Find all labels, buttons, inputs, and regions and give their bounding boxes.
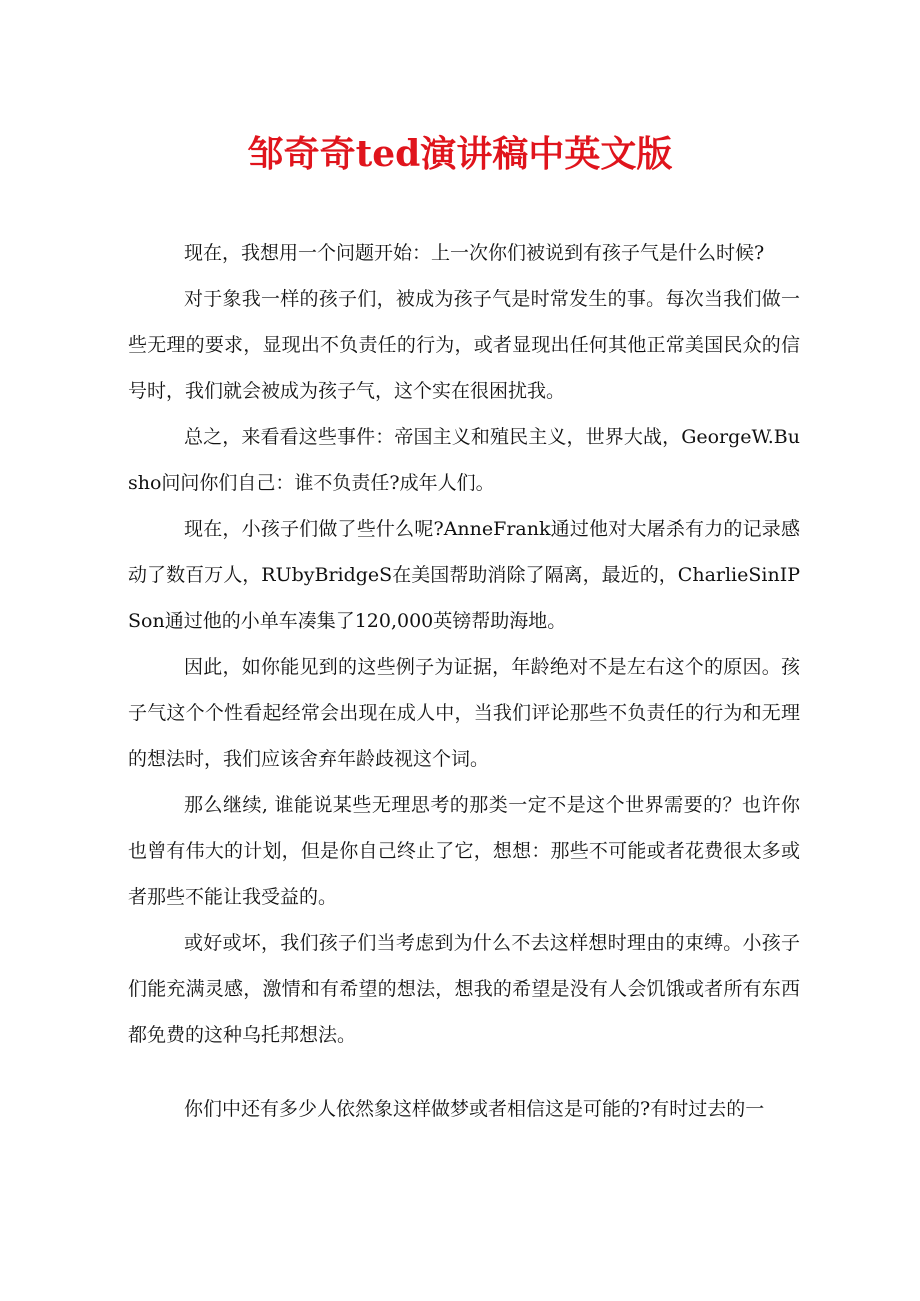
paragraph-6: 那么继续, 谁能说某些无理思考的那类一定不是这个世界需要的？也许你也曾有伟大的计划，但是你自己终止了它，想想：那些不可能或者花费很太多或者那些不能让我受益的。 [128, 794, 800, 908]
paragraph-7: 或好或坏，我们孩子们当考虑到为什么不去这样想时理由的束缚。小孩子们能充满灵感，激情和有希望的想法，想我的希望是没有人会饥饿或者所有东西都免费的这种乌托邦想法。 [128, 932, 800, 1046]
paragraph-2: 对于象我一样的孩子们，被成为孩子气是时常发生的事。每次当我们做一些无理的要求，显现出不负责任的行为，或者显现出任何其他正常美国民众的信号时，我们就会被成为孩子气，这个实在很困扰我。 [128, 288, 800, 402]
paragraph-3: 总之，来看看这些事件：帝国主义和殖民主义，世界大战，GeorgeW.Busho问问你们自己：谁不负责任?成年人们。 [128, 426, 800, 494]
paragraph-1: 现在，我想用一个问题开始：上一次你们被说到有孩子气是什么时候? [184, 242, 765, 264]
paragraph-5: 因此，如你能见到的这些例子为证据，年龄绝对不是左右这个的原因。孩子气这个个性看起经常会出现在成人中，当我们评论那些不负责任的行为和无理的想法时，我们应该舍弃年龄歧视这个词。 [128, 656, 800, 770]
paragraph-8: 你们中还有多少人依然象这样做梦或者相信这是可能的?有时过去的一 [184, 1098, 765, 1120]
document-title: 邹奇奇ted演讲稿中英文版 [247, 133, 673, 175]
paragraph-4: 现在，小孩子们做了些什么呢?AnneFrank通过他对大屠杀有力的记录感动了数百万人，RUbyBridgeS在美国帮助消除了隔离，最近的，CharlieSinIPSon通过他的小单车凑集了120,000英镑帮助海地。 [128, 518, 800, 632]
